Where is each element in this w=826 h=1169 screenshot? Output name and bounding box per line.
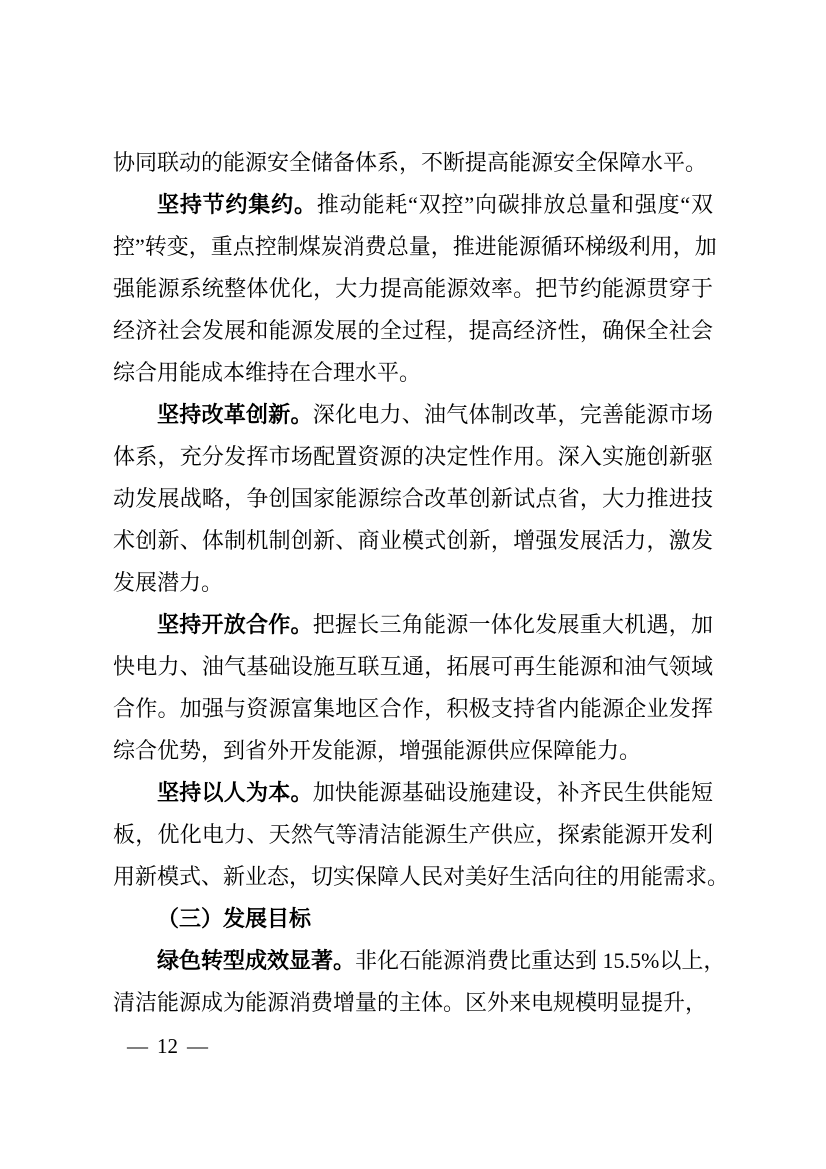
text-line	[113, 604, 713, 646]
paragraph-text: 非化石能源消费比重达到 15.5%以上，	[355, 948, 726, 973]
footer-right-dash: —	[187, 1034, 208, 1058]
text-line	[113, 184, 713, 226]
text-line: 综合优势，到省外开发能源，增强能源供应保障能力。	[113, 738, 642, 763]
text-line	[113, 394, 713, 436]
footer-left-dash: —	[127, 1034, 148, 1058]
page-number: 12	[157, 1034, 178, 1058]
text-line	[113, 940, 726, 982]
text-line: 术创新、体制机制创新、商业模式创新，增强发展活力，激发	[113, 528, 713, 553]
text-line: 发展潜力。	[113, 570, 224, 595]
paragraph	[113, 940, 726, 1024]
paragraph-lead: 坚持改革创新。	[157, 402, 313, 427]
paragraph-text: 推动能耗“双控”向碳排放总量和强度“双	[316, 192, 713, 217]
paragraph-lead: 绿色转型成效显著。	[157, 948, 356, 973]
paragraph-text: 深化电力、油气体制改革，完善能源市场	[312, 402, 713, 427]
text-line	[113, 772, 713, 814]
text-line: 体系，充分发挥市场配置资源的决定性作用。深入实施创新驱	[113, 444, 713, 469]
paragraph-lead: 坚持开放合作。	[157, 612, 313, 637]
paragraph	[113, 184, 717, 394]
page-footer	[127, 1032, 208, 1060]
text-line: 板，优化电力、天然气等清洁能源生产供应，探索能源开发利	[113, 822, 713, 847]
text-line: 用新模式、新业态，切实保障人民对美好生活向往的用能需求。	[113, 864, 730, 889]
text-line: 清洁能源成为能源消费增量的主体。区外来电规模明显提升，	[113, 990, 708, 1015]
text-line: （三）发展目标	[157, 906, 312, 931]
text-line: 强能源系统整体优化，大力提高能源效率。把节约能源贯穿于	[113, 276, 713, 301]
paragraph	[113, 142, 713, 184]
text-line: 快电力、油气基础设施互联互通，拓展可再生能源和油气领域	[113, 654, 713, 679]
text-line: 动发展战略，争创国家能源综合改革创新试点省，大力推进技	[113, 486, 713, 511]
text-line: 控”转变，重点控制煤炭消费总量，推进能源循环梯级利用，加	[113, 234, 717, 259]
text-line: 经济社会发展和能源发展的全过程，提高经济性，确保全社会	[113, 318, 713, 343]
text-line: 综合用能成本维持在合理水平。	[113, 360, 422, 385]
paragraph	[113, 604, 713, 772]
text-line: 协同联动的能源安全储备体系，不断提高能源安全保障水平。	[113, 150, 708, 175]
paragraph-lead: 坚持节约集约。	[157, 192, 317, 217]
paragraph-text: 把握长三角能源一体化发展重大机遇，加	[312, 612, 713, 637]
paragraph-text: 加快能源基础设施建设，补齐民生供能短	[312, 780, 713, 805]
section-heading	[113, 898, 713, 940]
paragraph-lead: 坚持以人为本。	[157, 780, 313, 805]
text-block	[113, 142, 730, 1024]
paragraph	[113, 772, 730, 898]
text-line: 合作。加强与资源富集地区合作，积极支持省内能源企业发挥	[113, 696, 713, 721]
paragraph	[113, 394, 713, 604]
